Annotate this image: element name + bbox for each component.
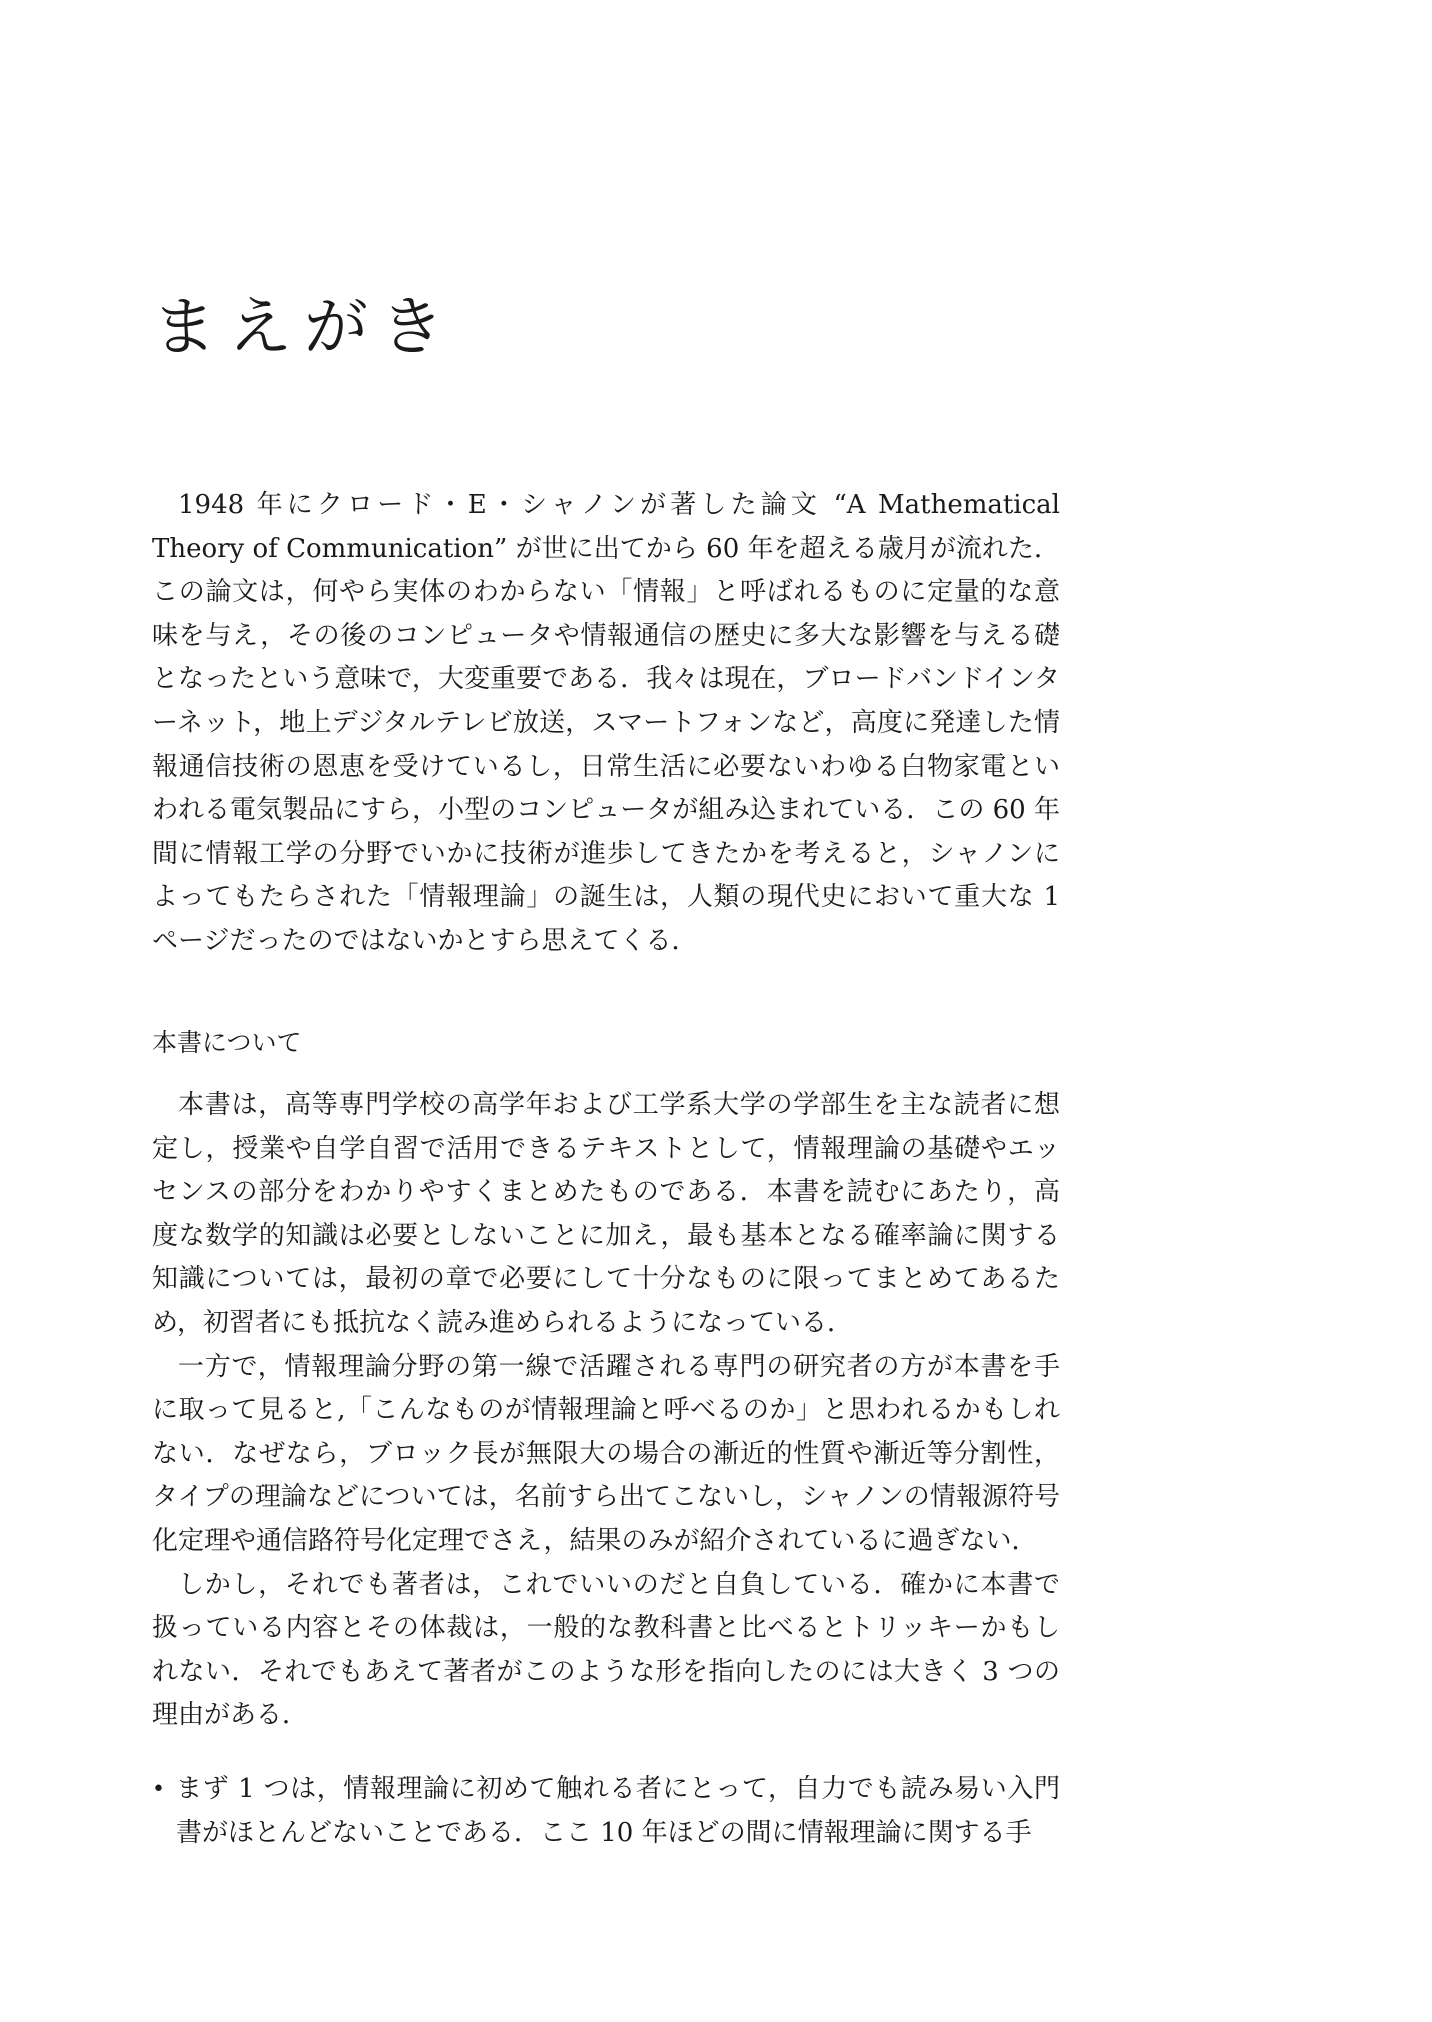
intro-paragraph: 1948 年にクロード・E・シャノンが著した論文 “A Mathematical Theory of Communication” が世に出てから 60 年を超える歳月が流れた．この論文は，何やら実体のわからない「情報」と呼ばれるものに定量的な意味を与え，その後のコンピュータや情報通信の歴史に多大な影響を与える礎となったという意味で，大変重要である．我々は現在，ブロードバンドインターネット，地上デジタルテレビ放送，スマートフォンなど，高度に発達した情報通信技術の恩恵を受けているし，日常生活に必要ないわゆる白物家電といわれる電気製品にすら，小型のコンピュータが組み込まれている．この 60 年間に情報工学の分野でいかに技術が進歩してきたかを考えると，シャノンによってもたらされた「情報理論」の誕生は，人類の現代史において重大な 1 ページだったのではないかとすら思えてくる． [152, 490, 1060, 956]
page-title: まえがき [152, 291, 456, 365]
about-paragraph: 一方で，情報理論分野の第一線で活躍される専門の研究者の方が本書を手に取って見ると,「こんなものが情報理論と呼べるのか」と思われるかもしれない．なぜなら，ブロック長が無限大の場合の漸近的性質や漸近等分割性，タイプの理論などについては，名前すら出てこないし，シャノンの情報源符号化定理や通信路符号化定理でさえ，結果のみが紹介されているに過ぎない． [152, 1351, 1060, 1556]
reasons-list [152, 1768, 1060, 1855]
section-heading-about-book: 本書について [152, 1028, 302, 1057]
about-paragraph: 本書は，高等専門学校の高学年および工学系大学の学部生を主な読者に想定し，授業や自学自習で活用できるテキストとして，情報理論の基礎やエッセンスの部分をわかりやすくまとめたものである．本書を読むにあたり，高度な数学的知識は必要としないことに加え，最も基本となる確率論に関する知識については，最初の章で必要にして十分なものに限ってまとめてあるため，初習者にも抵抗なく読み進められるようになっている． [152, 1090, 1060, 1338]
list-item-text: まず 1 つは，情報理論に初めて触れる者にとって，自力でも読み易い入門書がほとんどないことである．ここ 10 年ほどの間に情報理論に関する手 [176, 1774, 1060, 1848]
bullet-icon: • [152, 1777, 165, 1802]
list-item [152, 1768, 1060, 1855]
about-paragraph: しかし，それでも著者は，これでいいのだと自負している．確かに本書で扱っている内容とその体裁は，一般的な教科書と比べるとトリッキーかもしれない．それでもあえて著者がこのような形を指向したのには大きく 3 つの理由がある． [152, 1569, 1060, 1731]
intro-section [152, 484, 1060, 964]
about-book-section [152, 1084, 1060, 1738]
